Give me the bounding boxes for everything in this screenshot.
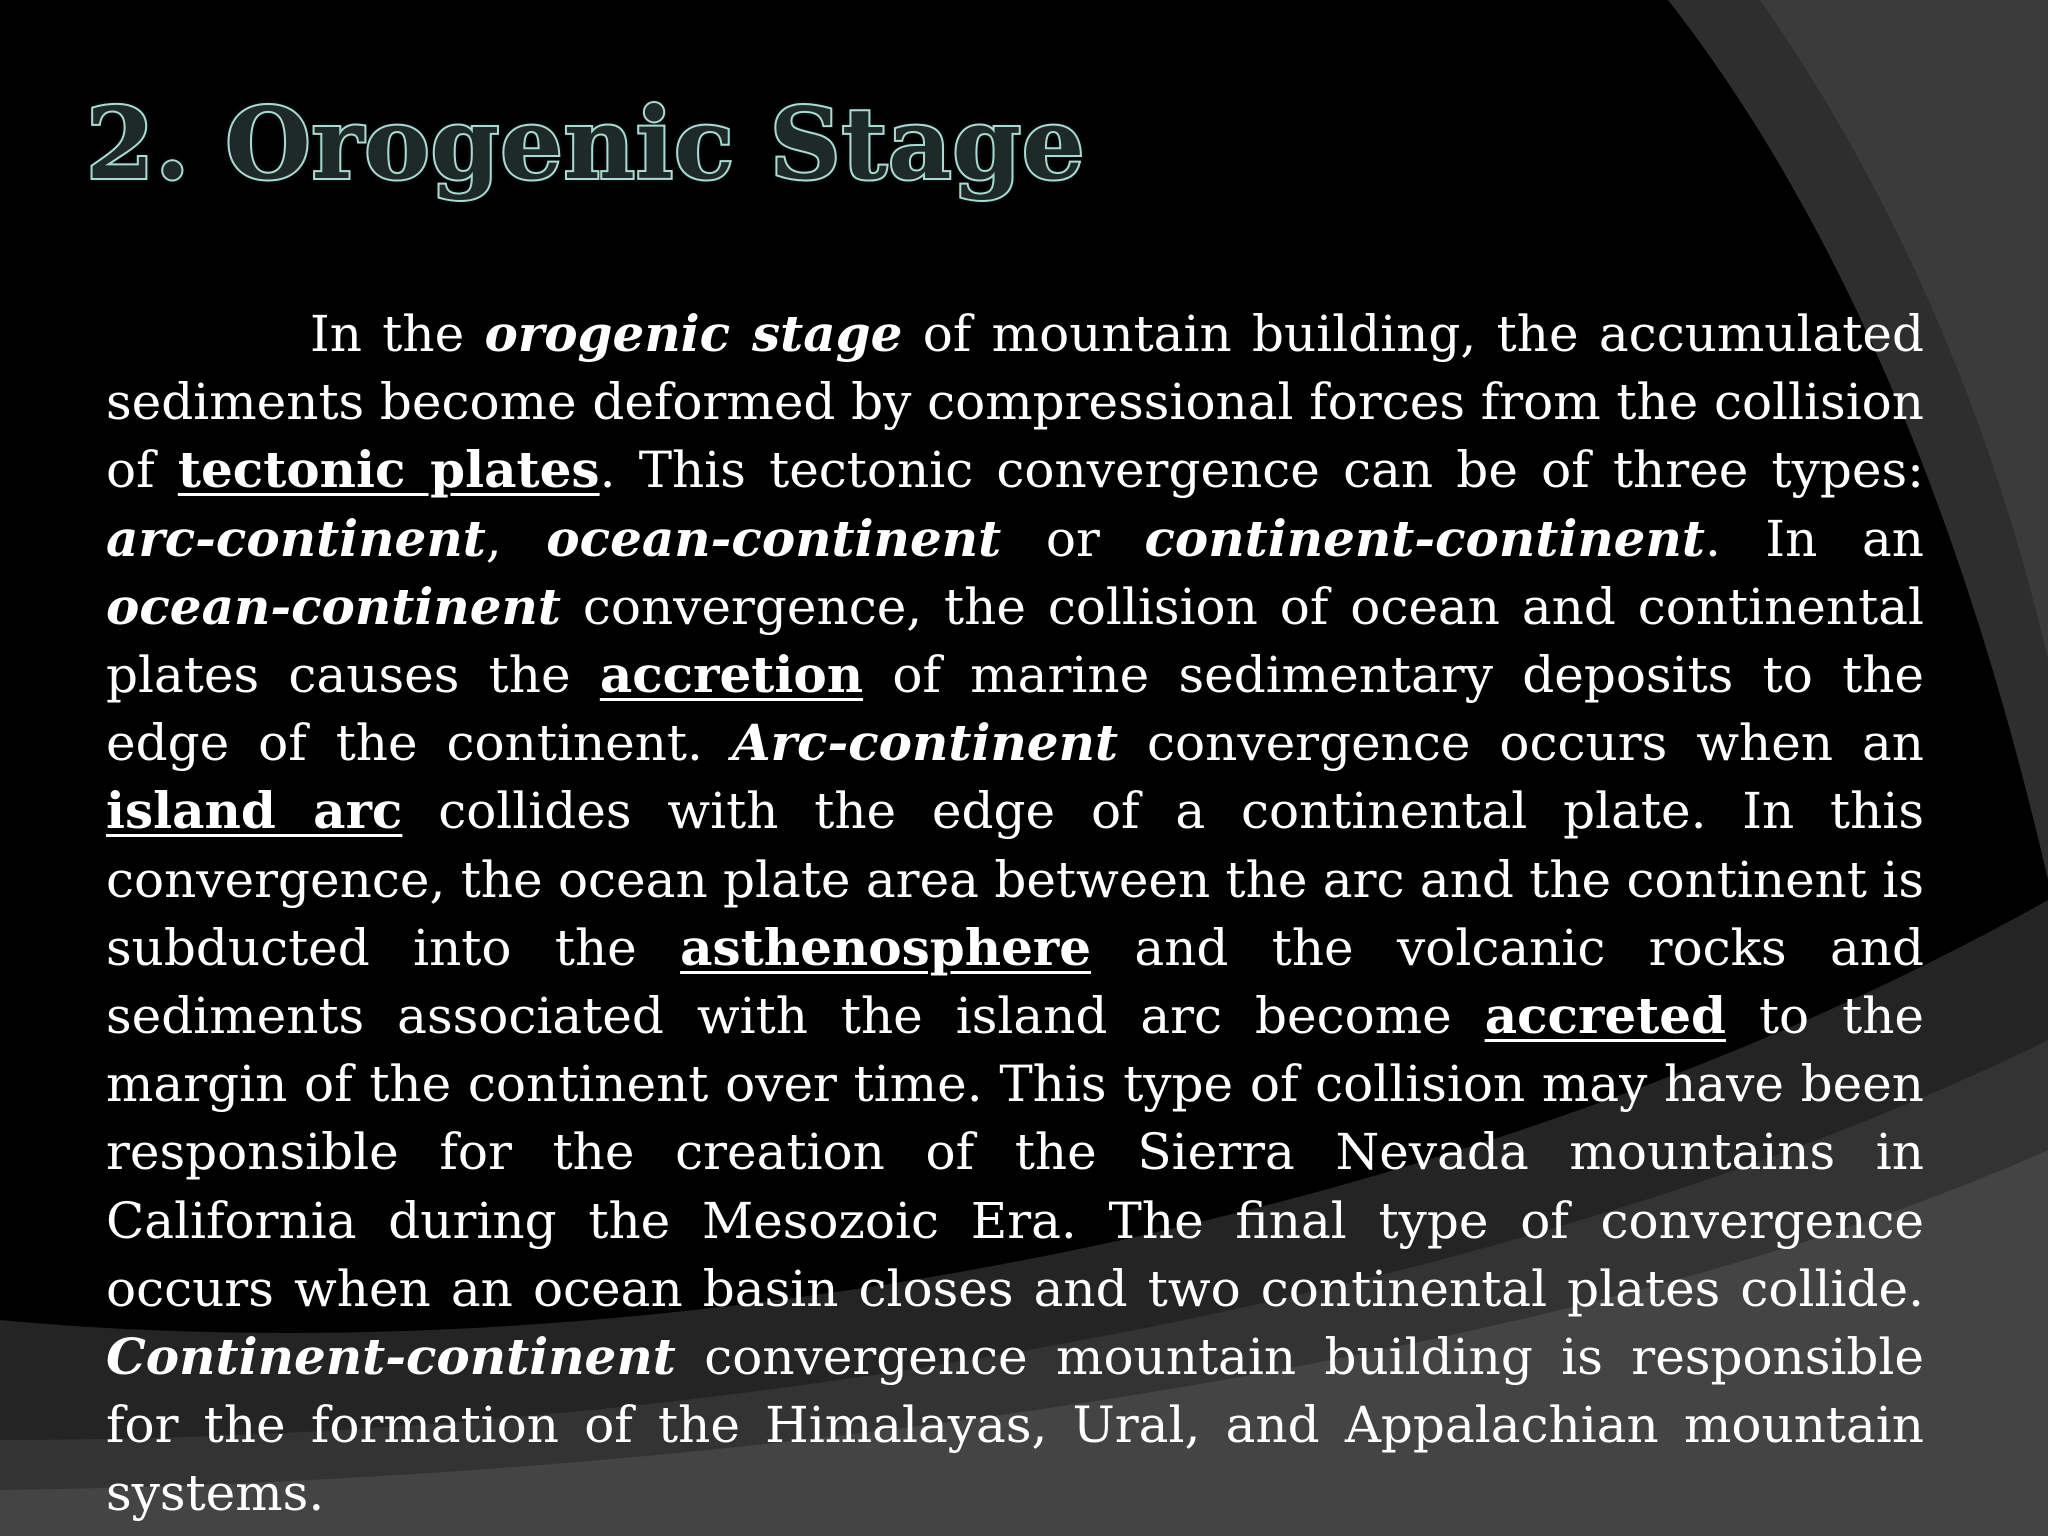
body-text-run: or [1001, 509, 1145, 568]
glossary-term-link[interactable]: island arc [106, 781, 403, 841]
body-text-run: to the margin of the continent over time. This type of collision may have been responsible for the creation of the Sierra Nevada mountains in California during the Mesozoic Era. The final type of convergence occurs when an ocean basin closes and two continental plates collide. [106, 987, 1924, 1318]
body-text-run: . This tectonic convergence can be of three types: [599, 441, 1924, 500]
body-text-run: . In an [1704, 509, 1924, 568]
emphasis-term: orogenic stage [484, 304, 903, 363]
emphasis-term: Continent-continent [106, 1327, 676, 1387]
slide-title: 2. Orogenic Stage [86, 87, 1086, 202]
body-paragraph [106, 300, 1924, 1528]
body-text-run: convergence, the collision of ocean and continental plates causes the [106, 577, 1924, 705]
emphasis-term: continent-continent [1144, 508, 1705, 568]
body-text-run: convergence mountain building is responsible for the formation of the Himalayas, Ural, and Appalachian mountain systems. [106, 1328, 1924, 1523]
emphasis-term: arc-continent [106, 508, 486, 568]
emphasis-term: ocean-continent [106, 576, 561, 636]
glossary-term-link[interactable]: asthenosphere [680, 917, 1092, 977]
emphasis-term: Arc-continent [731, 713, 1119, 773]
emphasis-term: ocean-continent [546, 508, 1002, 568]
glossary-term-link[interactable]: tectonic plates [177, 440, 600, 500]
body-text-run: of mountain building, the accumulated sediments become deformed by compressional forces from the collision of [106, 305, 1924, 500]
body-text-run: of marine sedimentary deposits to the edge of the continent. [106, 646, 1924, 773]
glossary-term-link[interactable]: accretion [599, 645, 864, 705]
body-text-run: , [485, 509, 547, 568]
glossary-term-link[interactable]: accreted [1484, 986, 1726, 1046]
body-text-run: In the [310, 305, 485, 363]
body-text-run: collides with the edge of a continental plate. In this convergence, the ocean plate area between the arc and the continent is subducted into the [106, 782, 1924, 977]
body-text-run: convergence occurs when an [1118, 714, 1924, 773]
body-text-run: and the volcanic rocks and sediments associated with the island arc become [106, 918, 1924, 1046]
